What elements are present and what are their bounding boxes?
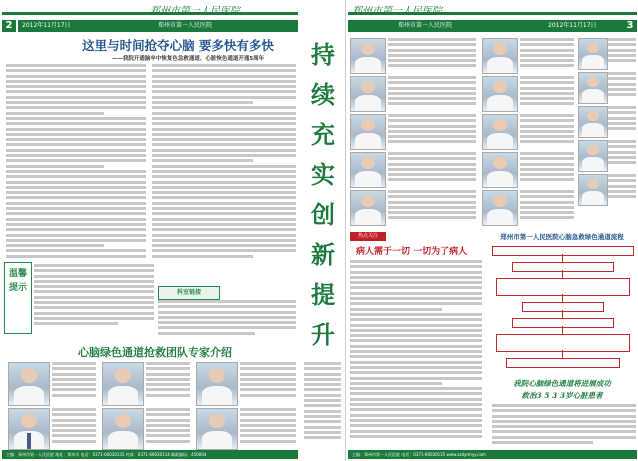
doctor-bio bbox=[608, 38, 636, 68]
doctor-photo bbox=[350, 190, 386, 226]
vertical-char: 充 bbox=[311, 120, 335, 149]
vertical-char: 持 bbox=[311, 40, 335, 69]
doctor-photo bbox=[578, 106, 608, 138]
flow-arrow bbox=[562, 254, 563, 262]
vertical-char: 新 bbox=[311, 240, 335, 269]
header-masthead: 郑州市第一人民医院 bbox=[158, 22, 213, 29]
section-title: 病人需于一切 一切为了病人 bbox=[356, 247, 468, 257]
article-column-2 bbox=[152, 64, 296, 264]
center-gutter bbox=[300, 0, 345, 461]
doctor-bio bbox=[388, 152, 476, 186]
doctor-bio bbox=[520, 38, 574, 72]
doctor-bio bbox=[520, 114, 574, 148]
tips-box-title: 温馨提示 bbox=[8, 269, 27, 293]
doctor-photo bbox=[578, 140, 608, 172]
vertical-char: 实 bbox=[311, 160, 335, 189]
doctor-bio bbox=[388, 76, 476, 110]
vertical-char: 提 bbox=[311, 280, 335, 309]
doctor-photo bbox=[578, 38, 608, 70]
flow-arrow bbox=[562, 294, 563, 302]
flow-arrow bbox=[562, 270, 563, 278]
vertical-char: 创 bbox=[311, 200, 335, 229]
doctor-photo bbox=[482, 76, 518, 112]
subheadline: ——我院开通脑卒中恢复色急救通道、心脏恢色通道开通5周年 bbox=[111, 56, 265, 62]
flow-step bbox=[522, 302, 604, 312]
tips-content bbox=[34, 264, 154, 330]
flow-step bbox=[512, 318, 614, 328]
expert-photo bbox=[8, 408, 50, 450]
flow-arrow bbox=[562, 326, 563, 334]
doctor-bio bbox=[520, 190, 574, 224]
doctor-photo bbox=[350, 76, 386, 112]
doctor-bio bbox=[520, 76, 574, 110]
expert-bio bbox=[146, 408, 190, 448]
header-masthead: 郑州市第一人民医院 bbox=[398, 22, 453, 29]
flow-step bbox=[512, 262, 614, 272]
link-content bbox=[158, 300, 296, 342]
masthead: 郑州市第一人民医院 bbox=[352, 6, 442, 17]
flow-step bbox=[492, 246, 634, 256]
section-tag: 热点关注 bbox=[350, 232, 386, 241]
doctor-photo bbox=[350, 152, 386, 188]
vertical-char: 升 bbox=[311, 320, 335, 349]
header-date: 2012年11月17日 bbox=[548, 22, 597, 29]
page-number: 3 bbox=[623, 20, 637, 32]
doctor-bio bbox=[388, 190, 476, 224]
doctor-bio bbox=[520, 152, 574, 186]
article-column-1 bbox=[6, 64, 146, 264]
doctor-bio bbox=[608, 174, 636, 204]
link-box bbox=[158, 286, 220, 300]
doctor-bio bbox=[608, 140, 636, 170]
header-date: 2012年11月17日 bbox=[22, 22, 71, 29]
page-number: 2 bbox=[2, 20, 16, 32]
doctor-bio bbox=[608, 106, 636, 136]
expert-photo bbox=[102, 362, 144, 406]
doctor-photo bbox=[482, 152, 518, 188]
flowchart-title: 郑州市第一人民医院心脑急救绿色通道流程 bbox=[500, 233, 624, 241]
expert-photo bbox=[102, 408, 144, 450]
expert-photo bbox=[196, 362, 238, 406]
doctor-photo bbox=[350, 114, 386, 150]
flow-arrow bbox=[562, 350, 563, 358]
masthead: 郑州市第一人民医院 bbox=[150, 6, 240, 17]
footer-text: 主编：郑州市第一人民医院 电话：0371-66030135 www.zzdyrmyy.com bbox=[352, 452, 486, 457]
page-header bbox=[348, 20, 623, 32]
doctor-photo bbox=[482, 114, 518, 150]
doctor-bio bbox=[388, 38, 476, 72]
doctor-photo bbox=[578, 72, 608, 104]
page-footer bbox=[348, 450, 637, 459]
slogan-article bbox=[492, 404, 636, 446]
doctor-photo bbox=[482, 38, 518, 74]
credits-column bbox=[304, 362, 341, 452]
expert-bio bbox=[52, 362, 96, 404]
expert-photo bbox=[196, 408, 238, 450]
flow-step bbox=[496, 278, 630, 296]
slogan-line-1: 我院心脑绿色通道将进展成功 bbox=[513, 379, 611, 388]
left-page bbox=[0, 0, 301, 461]
doctor-photo bbox=[482, 190, 518, 226]
right-page bbox=[345, 0, 638, 461]
footer-text: 主编：郑州市第一人民医院 地址：郑州市 电话：0371-66030135 传真：0371-66030114 邮政编码：450004 bbox=[6, 452, 207, 457]
page-footer bbox=[2, 450, 298, 459]
slogan-line-2: 救治3 5 3 3岁心脏患者 bbox=[521, 391, 603, 400]
doctor-photo bbox=[578, 174, 608, 206]
expert-photo bbox=[8, 362, 50, 406]
doctor-bio bbox=[608, 72, 636, 102]
expert-bio bbox=[240, 362, 296, 404]
doctor-bio bbox=[388, 114, 476, 148]
vertical-char: 续 bbox=[311, 80, 335, 109]
section-article bbox=[350, 260, 482, 446]
page-header bbox=[18, 20, 298, 32]
doctor-photo bbox=[350, 38, 386, 74]
expert-bio bbox=[52, 408, 96, 448]
expert-bio bbox=[240, 408, 296, 448]
flow-step bbox=[496, 334, 630, 352]
headline: 这里与时间抢夺心脑 要多快有多快 bbox=[82, 38, 274, 53]
tips-box-tab bbox=[4, 262, 32, 334]
expert-bio bbox=[146, 362, 190, 404]
link-box-title: 科室链接 bbox=[176, 289, 201, 296]
flow-arrow bbox=[562, 310, 563, 318]
flow-step bbox=[506, 358, 620, 368]
expert-banner: 心脑绿色通道抢救团队专家介绍 bbox=[78, 346, 232, 359]
